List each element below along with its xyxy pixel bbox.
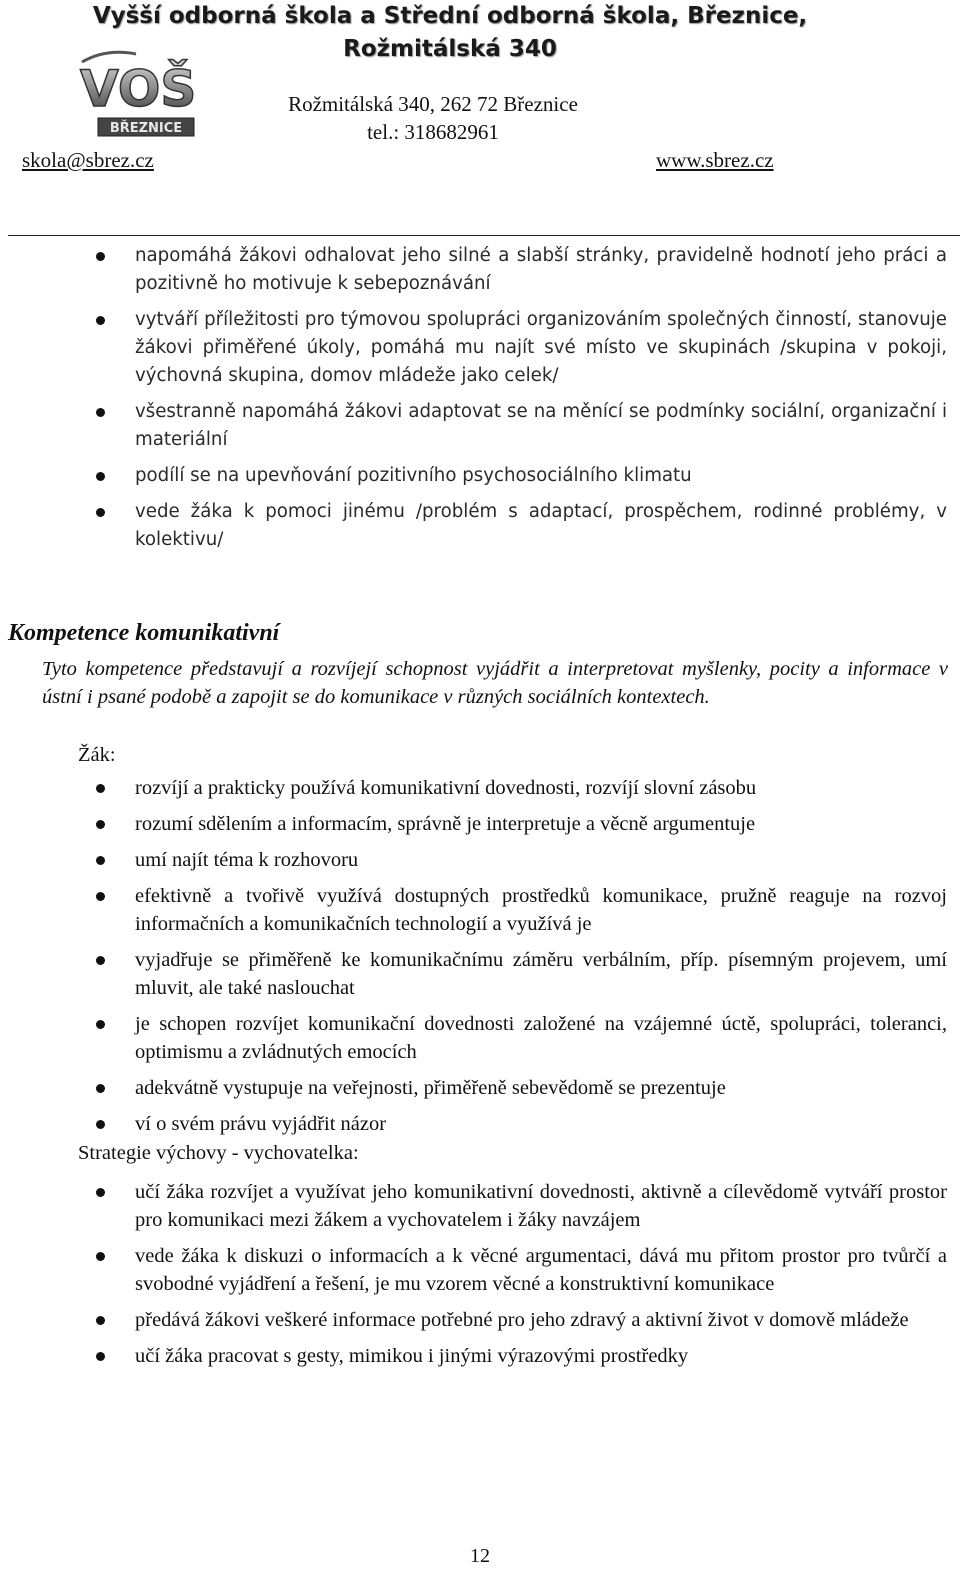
bullet-icon [96, 820, 105, 829]
bullet-icon [96, 408, 105, 417]
bullet-icon [96, 316, 105, 325]
list-item: efektivně a tvořivě využívá dostupných prostředků komunikace, pružně reaguje na rozvoj informačních a komunikačních technologií a využívá je [0, 882, 947, 938]
strategy-label: Strategie výchovy - vychovatelka: [78, 1142, 359, 1164]
bullet-icon [96, 856, 105, 865]
list-item: rozumí sdělením a informacím, správně je interpretuje a věcně argumentuje [0, 810, 947, 838]
list-item: ví o svém právu vyjádřit názor [0, 1110, 947, 1138]
bullet-icon [96, 472, 105, 481]
list-item: vyjadřuje se přiměřeně ke komunikačnímu záměru verbálním, příp. písemným projevem, umí mluvit, ale také naslouchat [0, 946, 947, 1002]
list-item: učí žáka pracovat s gesty, mimikou i jinými výrazovými prostředky [0, 1342, 947, 1370]
page-number: 12 [470, 1545, 490, 1567]
list-item: vede žáka k diskuzi o informacích a k věcné argumentaci, dává mu přitom prostor pro tvůrčí a svobodné vyjádření a řešení, je mu vzorem věcné a konstruktivní komunikace [0, 1242, 947, 1298]
bullet-icon [96, 1020, 105, 1029]
section-heading: Kompetence komunikativní [8, 620, 280, 646]
bullet-icon [96, 1120, 105, 1129]
website-link[interactable]: www.sbrez.cz [656, 148, 774, 172]
logo-subtext: BŘEZNICE [109, 121, 183, 136]
logo-lettering: VOŠ [80, 60, 197, 118]
list-item: napomáhá žákovi odhalovat jeho silné a slabší stránky, pravidelně hodnotí jeho práci a pozitivně ho motivuje k sebepoznávání [0, 242, 947, 298]
school-name-line2: Rožmitálská 340 [343, 36, 557, 62]
list-item: učí žáka rozvíjet a využívat jeho komunikativní dovednosti, aktivně a cílevědomě vytváří prostor pro komunikaci mezi žákem a vychovatelem i žáky navzájem [0, 1178, 947, 1234]
header-divider [8, 235, 960, 236]
bullet-icon [96, 892, 105, 901]
student-competence-list [0, 774, 947, 1146]
bullet-icon [96, 1188, 105, 1197]
school-logo [76, 48, 198, 140]
bullet-list-1 [0, 242, 947, 562]
bullet-icon [96, 1084, 105, 1093]
strategy-list [0, 1178, 947, 1378]
list-item: vytváří příležitosti pro týmovou spolupráci organizováním společných činností, stanovuje žákovi přiměřené úkoly, pomáhá mu najít své místo ve skupinách /skupina v pokoji, výchovná skupina, domov mládeže jako celek/ [0, 306, 947, 390]
bullet-icon [96, 252, 105, 261]
bullet-icon [96, 784, 105, 793]
student-label: Žák: [78, 744, 116, 766]
list-item: vede žáka k pomoci jinému /problém s adaptací, prospěchem, rodinné problémy, v kolektivu/ [0, 498, 947, 554]
list-item: rozvíjí a prakticky používá komunikativní dovednosti, rozvíjí slovní zásobu [0, 774, 947, 802]
list-item: umí najít téma k rozhovoru [0, 846, 947, 874]
list-item: je schopen rozvíjet komunikační dovednosti založené na vzájemné úctě, spolupráci, toleranci, optimismu a zvládnutých emocích [0, 1010, 947, 1066]
list-item: podílí se na upevňování pozitivního psychosociálního klimatu [0, 462, 947, 490]
school-phone: tel.: 318682961 [367, 120, 499, 144]
email-link[interactable]: skola@sbrez.cz [22, 148, 154, 172]
section-intro: Tyto kompetence představují a rozvíjejí schopnost vyjádřit a interpretovat myšlenky, pocity a informace v ústní i psané podobě a zapojit se do komunikace v různých sociálních kontextech. [42, 658, 948, 708]
school-name-line1: Vyšší odborná škola a Střední odborná škola, Březnice, [92, 3, 808, 29]
list-item: adekvátně vystupuje na veřejnosti, přiměřeně sebevědomě se prezentuje [0, 1074, 947, 1102]
bullet-icon [96, 1352, 105, 1361]
list-item: všestranně napomáhá žákovi adaptovat se na měnící se podmínky sociální, organizační i materiální [0, 398, 947, 454]
bullet-icon [96, 956, 105, 965]
school-address: Rožmitálská 340, 262 72 Březnice [288, 92, 578, 116]
list-item: předává žákovi veškeré informace potřebné pro jeho zdravý a aktivní život v domově mládeže [0, 1306, 947, 1334]
bullet-icon [96, 1316, 105, 1325]
bullet-icon [96, 1252, 105, 1261]
bullet-icon [96, 508, 105, 517]
